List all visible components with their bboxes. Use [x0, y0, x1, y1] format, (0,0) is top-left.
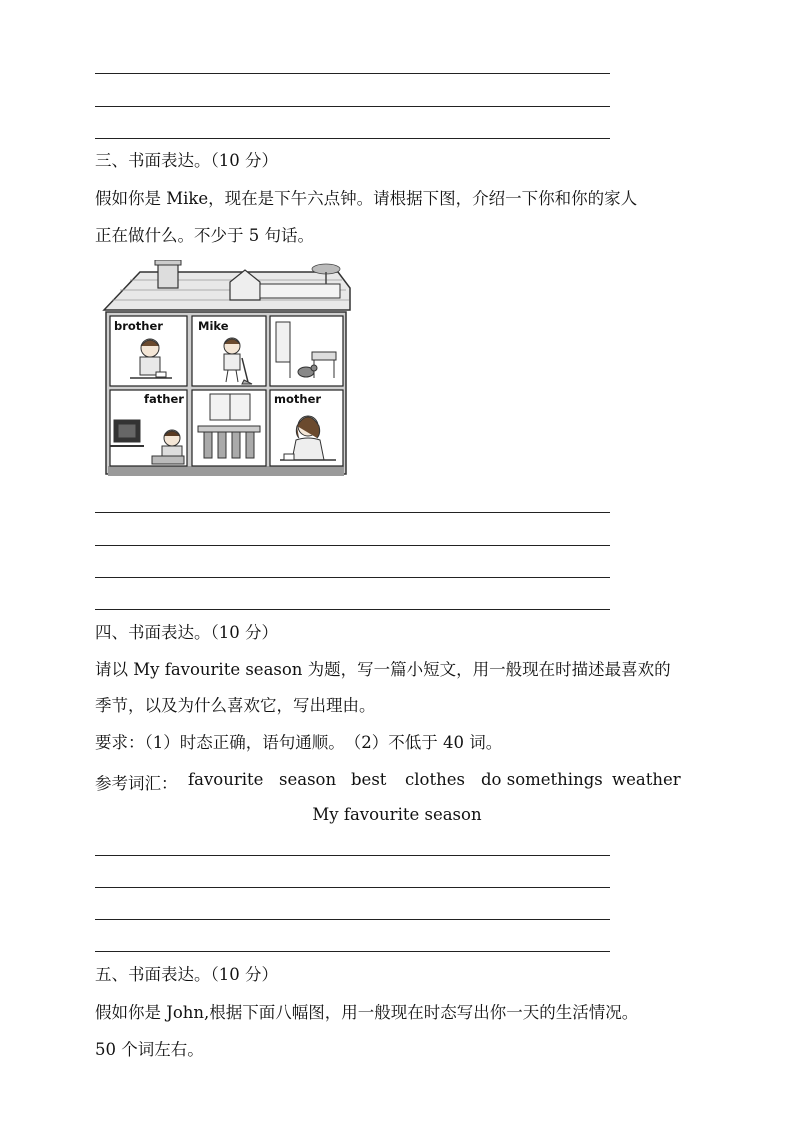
- section5-prompt-line2: 50 个词左右。: [95, 1040, 204, 1059]
- writing-line: [95, 545, 610, 546]
- writing-line: [95, 919, 610, 920]
- section4-prompt-line2: 季节，以及为什么喜欢它，写出理由。: [95, 696, 376, 715]
- label-father: father: [144, 392, 184, 406]
- section4-heading: 四、书面表达。（10 分）: [95, 623, 278, 642]
- vocab-word: favourite: [188, 770, 264, 789]
- section3-heading: 三、书面表达。（10 分）: [95, 151, 278, 170]
- section3-prompt-line2: 正在做什么。不少于 5 句话。: [95, 226, 314, 245]
- section5-prompt-line1: 假如你是 John,根据下面八幅图，用一般现在时态写出你一天的生活情况。: [95, 1003, 639, 1022]
- section4-requirements: 要求：（1）时态正确，语句通顺。 （2）不低于 40 词。: [95, 733, 503, 752]
- writing-line: [95, 855, 610, 856]
- vocab-word: clothes: [405, 770, 465, 789]
- writing-line: [95, 138, 610, 139]
- writing-line: [95, 577, 610, 578]
- vocab-word: season: [279, 770, 337, 789]
- label-mike: Mike: [198, 319, 229, 333]
- writing-line: [95, 512, 610, 513]
- label-mother: mother: [274, 392, 322, 406]
- section4-prompt-line1: 请以 My favourite season 为题，写一篇小短文，用一般现在时描述最喜欢的: [95, 660, 671, 679]
- essay-title: My favourite season: [312, 805, 482, 824]
- writing-line: [95, 609, 610, 610]
- section5-heading: 五、书面表达。（10 分）: [95, 965, 278, 984]
- writing-line: [95, 73, 610, 74]
- house-family-picture: [100, 260, 352, 478]
- writing-line: [95, 106, 610, 107]
- vocab-word: do somethings: [481, 770, 603, 789]
- writing-line: [95, 951, 610, 952]
- label-brother: brother: [114, 319, 163, 333]
- section3-prompt-line1: 假如你是 Mike，现在是下午六点钟。请根据下图，介绍一下你和你的家人: [95, 189, 638, 208]
- writing-line: [95, 887, 610, 888]
- vocab-word: weather: [612, 770, 681, 789]
- vocab-label: 参考词汇：: [95, 774, 178, 793]
- vocab-word: best: [351, 770, 387, 789]
